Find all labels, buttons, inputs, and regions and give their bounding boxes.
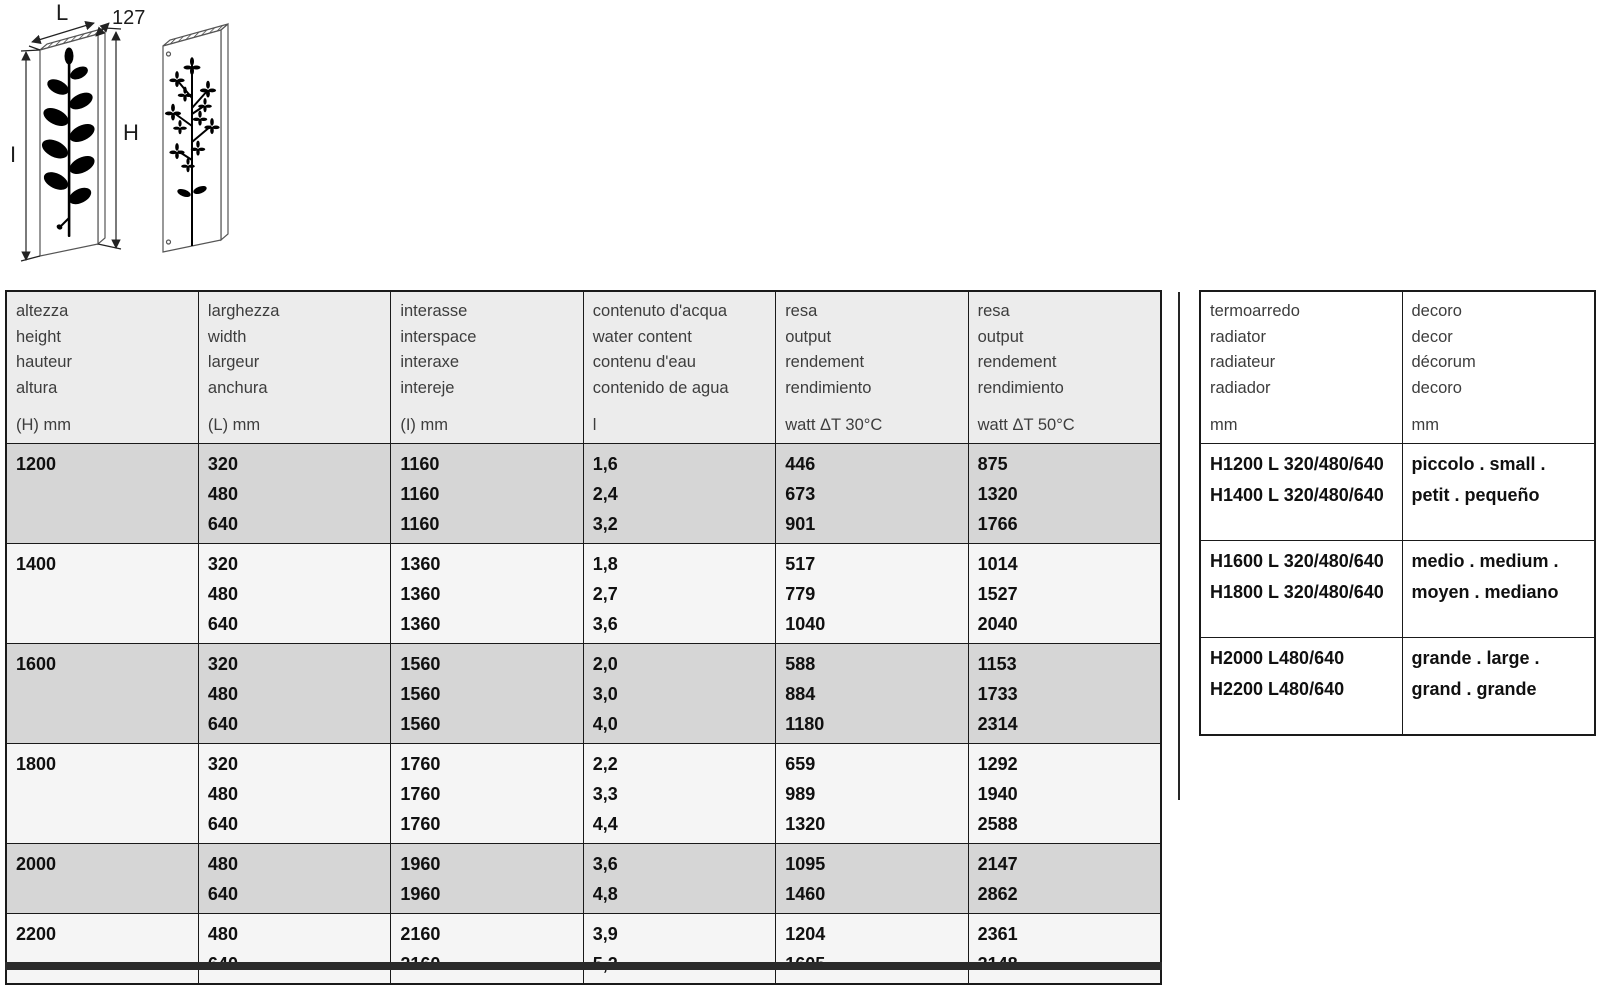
- spec-value: 1014: [977, 554, 1018, 574]
- spec-value: 640: [207, 814, 238, 834]
- column-header-label: decor: [1411, 327, 1453, 346]
- column-header-label: decoro: [1411, 302, 1462, 320]
- column-header-label: altura: [16, 378, 58, 397]
- spec-cell: [968, 914, 1161, 985]
- spec-value: 1320: [977, 484, 1018, 504]
- spec-cell: [6, 644, 198, 744]
- column-header-label: contenu d'eau: [592, 353, 696, 371]
- spec-cell: [391, 644, 583, 744]
- spec-value: 1200: [16, 454, 57, 474]
- column-header-label: anchura: [207, 378, 268, 397]
- spec-value: 875: [977, 454, 1008, 474]
- column-header-label: interspace: [400, 327, 477, 346]
- size-table-header: [1200, 291, 1595, 444]
- column-header-label: hauteur: [16, 353, 72, 371]
- spec-cell: [776, 444, 968, 544]
- spec-value: 2,0: [592, 654, 618, 674]
- spec-cell: [776, 644, 968, 744]
- spec-value: 1160: [400, 454, 440, 474]
- spec-cell: [391, 744, 583, 844]
- panel-side-face: [221, 24, 228, 240]
- spec-cell: [391, 444, 583, 544]
- spec-value: 1160: [400, 514, 440, 534]
- radiator-dimension-diagram: [8, 2, 440, 278]
- spec-row-group-1800: [6, 744, 1161, 844]
- spec-value: 2147: [977, 854, 1018, 874]
- spec-table: [5, 290, 1162, 985]
- spec-value: 1760: [400, 754, 441, 774]
- spec-value: 480: [207, 854, 238, 874]
- spec-value: 3,6: [592, 614, 618, 634]
- spec-value: 517: [785, 554, 816, 574]
- column-header-label: altezza: [16, 302, 69, 320]
- spec-header-row: [6, 291, 1161, 444]
- model-code: H1200 L 320/480/640: [1210, 454, 1384, 474]
- column-header-label: width: [207, 327, 247, 346]
- spec-value: 1,8: [592, 554, 618, 574]
- spec-cell: [6, 744, 198, 844]
- spec-value: 640: [207, 884, 238, 904]
- size-name: piccolo . small .: [1411, 454, 1546, 474]
- depth-label: 127: [112, 7, 146, 29]
- column-header-label: output: [977, 327, 1024, 346]
- spec-row-group-2200: [6, 914, 1161, 985]
- spec-value: 1800: [16, 754, 57, 774]
- column-unit-label: (L) mm: [207, 416, 261, 434]
- column-header: [776, 291, 968, 444]
- column-header-label: rendimiento: [785, 378, 872, 397]
- spec-row-group-2000: [6, 844, 1161, 914]
- column-header-label: resa: [785, 302, 818, 320]
- model-code: H1400 L 320/480/640: [1210, 485, 1384, 505]
- spec-cell: [968, 444, 1161, 544]
- spec-value: 480: [207, 484, 238, 504]
- column-header-label: radiador: [1210, 378, 1271, 397]
- spec-value: 1766: [977, 514, 1018, 534]
- spec-cell: [583, 644, 775, 744]
- spec-cell: [968, 644, 1161, 744]
- spec-value: 3,2: [592, 514, 618, 534]
- spec-cell: [6, 914, 198, 985]
- spec-value: 320: [207, 454, 238, 474]
- column-unit-label: mm: [1210, 416, 1238, 434]
- spec-value: 3,9: [592, 924, 618, 944]
- spec-value: 1760: [400, 784, 441, 804]
- spec-value: 1153: [977, 654, 1017, 674]
- column-header-label: decoro: [1411, 378, 1462, 397]
- spec-value: 989: [785, 784, 816, 804]
- size-name: grande . large .: [1411, 648, 1540, 668]
- spec-value: 2000: [16, 854, 57, 874]
- spec-value: 1180: [785, 714, 825, 734]
- spec-cell: [198, 744, 390, 844]
- mounting-hole: [167, 52, 171, 56]
- spec-value: 2,7: [592, 584, 618, 604]
- spec-value: 3,6: [592, 854, 618, 874]
- spec-value: 1600: [16, 654, 57, 674]
- spec-value: 1460: [785, 884, 826, 904]
- spec-value: 1560: [400, 714, 441, 734]
- column-header-label: rendement: [785, 353, 865, 371]
- spec-value: 1,6: [592, 454, 618, 474]
- column-header-label: largeur: [207, 353, 260, 371]
- spec-table-header: [6, 291, 1161, 444]
- column-unit-label: watt ΔT 30°C: [785, 416, 883, 434]
- spec-cell: [583, 444, 775, 544]
- spec-value: 2160: [400, 924, 441, 944]
- column-header-label: interasse: [400, 302, 468, 320]
- size-name: grand . grande: [1411, 679, 1537, 699]
- spec-cell: [776, 544, 968, 644]
- spec-value: 1733: [977, 684, 1018, 704]
- spec-value: 2,4: [592, 484, 618, 504]
- size-name-cell: [1402, 444, 1595, 541]
- column-header: [1200, 291, 1402, 444]
- spec-value: 1360: [400, 614, 441, 634]
- spec-cell: [391, 914, 583, 985]
- spec-value: 1560: [400, 684, 441, 704]
- spec-value: 901: [785, 514, 816, 534]
- spec-value: 4,8: [592, 884, 618, 904]
- spec-value: 3,3: [592, 784, 618, 804]
- spec-value: 2314: [977, 714, 1018, 734]
- column-header: [583, 291, 775, 444]
- spec-value: 1040: [785, 614, 826, 634]
- spec-value: 1940: [977, 784, 1018, 804]
- spec-value: 1560: [400, 654, 441, 674]
- spec-value: 1760: [400, 814, 441, 834]
- size-name-cell: [1402, 638, 1595, 735]
- spec-cell: [6, 844, 198, 914]
- column-unit-label: mm: [1411, 416, 1439, 434]
- column-header: [391, 291, 583, 444]
- spec-value: 4,4: [592, 814, 618, 834]
- spec-cell: [968, 844, 1161, 914]
- column-unit-label: watt ΔT 50°C: [977, 416, 1075, 434]
- column-header: [1402, 291, 1595, 444]
- spec-table-body: [6, 444, 1161, 985]
- column-header-label: water content: [592, 327, 692, 346]
- spec-cell: [198, 844, 390, 914]
- spec-value: 1204: [785, 924, 826, 944]
- mounting-hole: [167, 240, 171, 244]
- size-row: [1200, 638, 1595, 735]
- spec-value: 446: [785, 454, 816, 474]
- spec-value: 320: [207, 754, 238, 774]
- column-header-label: larghezza: [207, 302, 280, 320]
- size-name-cell: [1402, 541, 1595, 638]
- spec-cell: [6, 444, 198, 544]
- column-header-label: intereje: [400, 378, 455, 397]
- size-name: petit . pequeño: [1411, 485, 1540, 505]
- size-name: medio . medium .: [1411, 551, 1559, 571]
- spec-value: 480: [207, 584, 238, 604]
- column-header-label: contenido de agua: [592, 378, 729, 397]
- spec-value: 640: [207, 714, 238, 734]
- column-header-label: décorum: [1411, 353, 1476, 371]
- spec-cell: [776, 914, 968, 985]
- spec-value: 659: [785, 754, 816, 774]
- spec-value: 1960: [400, 884, 441, 904]
- spec-cell: [776, 744, 968, 844]
- column-header: [968, 291, 1161, 444]
- model-code: H1800 L 320/480/640: [1210, 582, 1384, 602]
- spec-cell: [391, 544, 583, 644]
- column-unit-label: (H) mm: [16, 416, 71, 434]
- spec-value: 2588: [977, 814, 1018, 834]
- column-header-label: radiator: [1210, 327, 1266, 346]
- spec-value: 673: [785, 484, 816, 504]
- model-code: H2200 L480/640: [1210, 679, 1345, 699]
- spec-value: 588: [785, 654, 816, 674]
- column-header-label: output: [785, 327, 832, 346]
- spec-value: 1360: [400, 584, 441, 604]
- spec-cell: [776, 844, 968, 914]
- spec-cell: [583, 544, 775, 644]
- spec-value: 1360: [400, 554, 441, 574]
- spec-value: 2361: [977, 924, 1018, 944]
- column-header-label: resa: [977, 302, 1010, 320]
- spec-cell: [6, 544, 198, 644]
- spec-row-group-1600: [6, 644, 1161, 744]
- spec-cell: [583, 744, 775, 844]
- spec-value: 779: [785, 584, 816, 604]
- size-header-row: [1200, 291, 1595, 444]
- spec-value: 1095: [785, 854, 826, 874]
- spec-value: 320: [207, 654, 238, 674]
- size-row: [1200, 444, 1595, 541]
- spec-cell: [968, 544, 1161, 644]
- spec-value: 884: [785, 684, 816, 704]
- model-code-cell: [1200, 541, 1402, 638]
- spec-cell: [198, 644, 390, 744]
- model-code-cell: [1200, 444, 1402, 541]
- cropped-next-row-bar: [5, 962, 1162, 970]
- column-header-label: termoarredo: [1210, 302, 1300, 320]
- spec-value: 2200: [16, 924, 57, 944]
- spec-value: 2040: [977, 614, 1018, 634]
- width-label: L: [56, 2, 69, 25]
- spec-value: 640: [207, 614, 238, 634]
- spec-cell: [583, 844, 775, 914]
- column-header-label: contenuto d'acqua: [592, 302, 728, 320]
- interaxis-label: I: [10, 142, 17, 167]
- spec-value: 1960: [400, 854, 441, 874]
- spec-value: 2,2: [592, 754, 618, 774]
- column-header-label: rendement: [977, 353, 1057, 371]
- spec-value: 480: [207, 784, 238, 804]
- column-unit-label: (I) mm: [400, 416, 448, 434]
- size-table-body: [1200, 444, 1595, 735]
- spec-row-group-1400: [6, 544, 1161, 644]
- spec-value: 3,0: [592, 684, 618, 704]
- model-code: H2000 L480/640: [1210, 648, 1345, 668]
- spec-value: 1160: [400, 484, 440, 504]
- spec-cell: [198, 914, 390, 985]
- spec-value: 480: [207, 684, 238, 704]
- spec-cell: [968, 744, 1161, 844]
- spec-value: 4,0: [592, 714, 618, 734]
- spec-cell: [198, 544, 390, 644]
- column-header: [198, 291, 390, 444]
- spec-value: 1400: [16, 554, 57, 574]
- spec-value: 1527: [977, 584, 1018, 604]
- spec-row-group-1200: [6, 444, 1161, 544]
- spec-cell: [391, 844, 583, 914]
- column-header-label: height: [16, 327, 61, 346]
- column-header: [6, 291, 198, 444]
- spec-cell: [198, 444, 390, 544]
- model-code: H1600 L 320/480/640: [1210, 551, 1384, 571]
- size-name: moyen . mediano: [1411, 582, 1559, 602]
- spec-value: 1292: [977, 754, 1018, 774]
- column-unit-label: l: [592, 416, 597, 434]
- column-header-label: radiateur: [1210, 353, 1276, 371]
- spec-value: 1320: [785, 814, 826, 834]
- spec-value: 640: [207, 514, 238, 534]
- panel-side-face: [98, 28, 105, 244]
- size-row: [1200, 541, 1595, 638]
- size-table: [1199, 290, 1596, 736]
- table-divider-line: [1178, 292, 1180, 800]
- model-code-cell: [1200, 638, 1402, 735]
- spec-value: 2862: [977, 884, 1018, 904]
- spec-cell: [583, 914, 775, 985]
- spec-value: 320: [207, 554, 238, 574]
- column-header-label: rendimiento: [977, 378, 1064, 397]
- column-header-label: interaxe: [400, 353, 460, 371]
- height-label: H: [123, 120, 139, 145]
- spec-value: 480: [207, 924, 238, 944]
